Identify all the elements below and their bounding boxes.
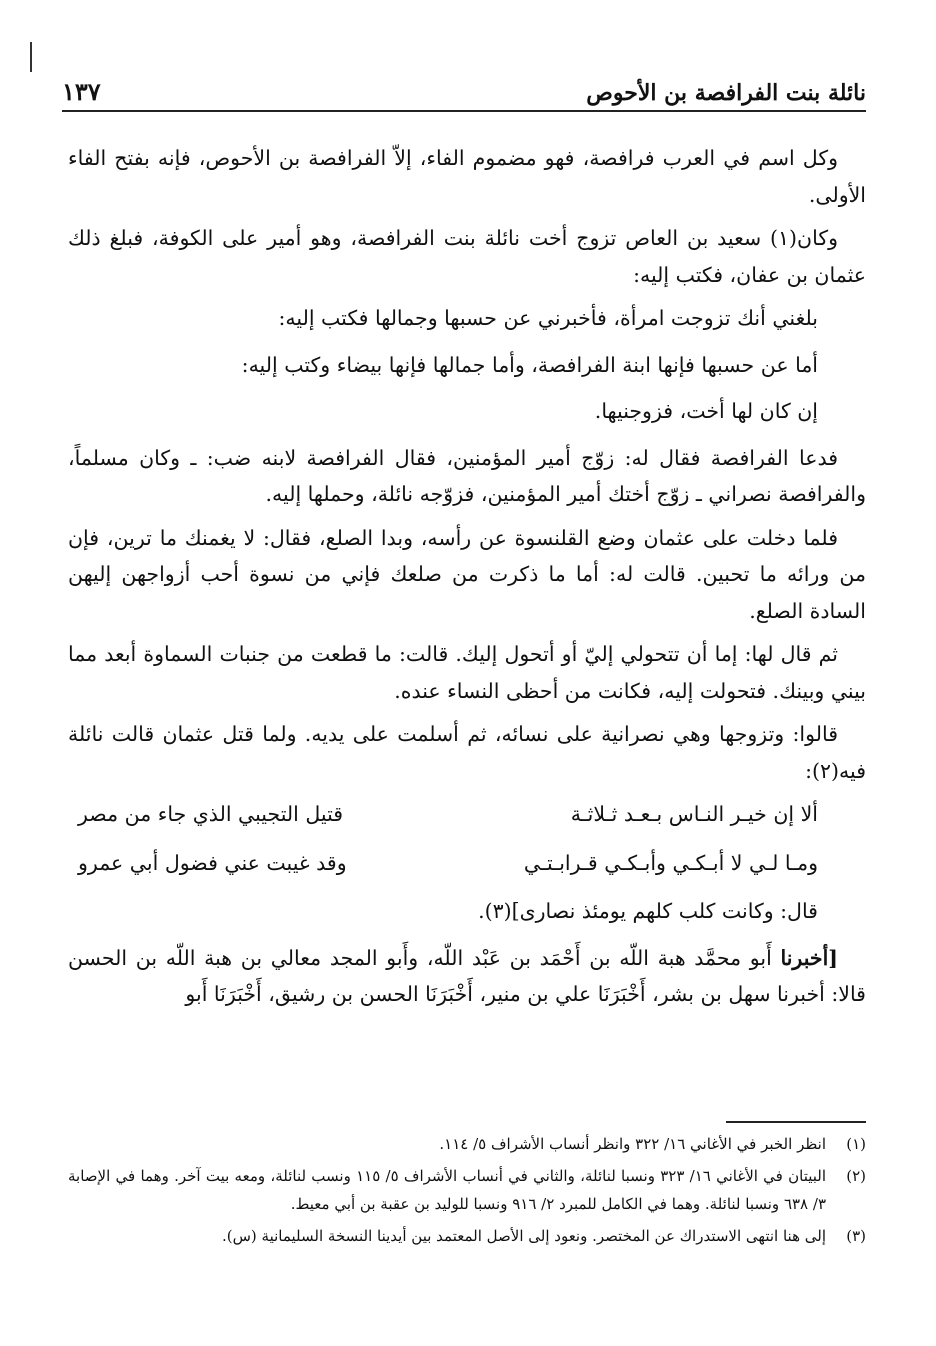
paragraph: وكل اسم في العرب فرافصة، فهو مضموم الفاء، إلاّ الفرافصة بن الأحوص، فإنه بفتح الفاء الأولى.: [68, 146, 866, 207]
isnad-text: أَبو محمَّد هبة اللّه بن أَحْمَد بن عَبْد اللّه، وأَبو المجد معالي بن هبة اللّه بن الحسن قالا: أخبرنا سهل بن بشر، أَخْبَرَنَا علي بن منير، أَخْبَرَنَا الحسن بن رشيق، أَخْبَرَنَا أَبو: [68, 945, 866, 1006]
isnad-paragraph: [68, 940, 866, 1013]
footnote-number: (١): [846, 1135, 866, 1153]
footnotes: [68, 1130, 866, 1254]
footnote-text: انظر الخبر في الأغاني ١٦/ ٣٢٢ وانظر أنساب الأشراف ٥/ ١١٤.: [439, 1135, 826, 1153]
paragraph: وكان(١) سعيد بن العاص تزوج أخت نائلة بنت الفرافصة، وهو أمير على الكوفة، فبلغ ذلك عثمان بن عفان، فكتب إليه:: [68, 226, 866, 287]
paragraph: ثم قال لها: إما أن تتحولي إليّ أو أتحول إليك. قالت: ما قطعت من جنبات السماوة أبعد مما بيني وبينك. فتحولت إليه، فكانت من أحظى النساء عنده.: [68, 642, 866, 703]
main-text: [68, 140, 866, 1020]
footnote: [68, 1162, 866, 1218]
running-title: نائلة بنت الفرافصة بن الأحوص: [586, 80, 866, 106]
paragraph: فدعا الفرافصة فقال له: زوّج أمير المؤمنين، فقال الفرافصة لابنه ضب: ـ وكان مسلماً، والفرافصة نصراني ـ زوّج أختك أمير المؤمنين، فزوّجه نائلة، وحملها إليه.: [68, 445, 866, 506]
poem-verse: [78, 845, 818, 882]
margin-mark: [30, 42, 32, 72]
footnote-divider: [726, 1121, 866, 1123]
letter-quote: بلغني أنك تزوجت امرأة، فأخبرني عن حسبها وجمالها فكتب إليه:: [278, 306, 818, 330]
verse-first-hemistich: ومـا لـي لا أبـكـي وأبـكـي قـرابـتـي: [523, 850, 818, 875]
letter-quote: أما عن حسبها فإنها ابنة الفرافصة، وأما جمالها فإنها بيضاء وكتب إليه:: [241, 352, 818, 377]
verse-second-hemistich: قتيل التجيبي الذي جاء من مصر: [78, 802, 344, 826]
isnad-bold-word: [أخبرنا: [780, 945, 838, 970]
page-number: ١٣٧: [62, 77, 101, 106]
footnote: [68, 1130, 866, 1158]
paragraph: فلما دخلت على عثمان وضع القلنسوة عن رأسه، وبدا الصلع، فقال: لا يغمنك ما ترين، فإن من ورائه ما تحبين. قالت له: أما ما ذكرت من صلعك فإني من نسوة أحب أزواجهن إليهن السادة الصلع.: [68, 525, 866, 623]
verse-second-hemistich: وقد غيبت عني فضول أبي عمرو: [78, 850, 347, 875]
poem-verse: [78, 796, 818, 833]
footnote: [68, 1222, 866, 1250]
page-header: [62, 66, 866, 112]
letter-quote: إن كان لها أخت، فزوجنيها.: [594, 399, 818, 423]
footnote-text: إلى هنا انتهى الاستدراك عن المختصر. ونعود إلى الأصل المعتمد بين أيدينا النسخة السليمانية (س).: [221, 1227, 826, 1245]
after-poem-line: قال: وكانت كلب كلهم يومئذ نصارى](٣).: [478, 899, 818, 923]
footnote-number: (٢): [846, 1167, 866, 1185]
footnote-number: (٣): [846, 1227, 866, 1245]
footnote-text: البيتان في الأغاني ١٦/ ٣٢٣ ونسبا لنائلة، والثاني في أنساب الأشراف ٥/ ١١٥ ونسب لنائلة، ومعه بيت آخر. وهما في الإصابة ٣/ ٦٣٨ ونسبا لنائلة. وهما في الكامل للمبرد ٢/ ٩١٦ ونسبا للوليد بن عقبة بن أبي معيط.: [68, 1167, 827, 1213]
paragraph: قالوا: وتزوجها وهي نصرانية على نسائه، ثم أسلمت على يديه. ولما قتل عثمان قالت نائلة فيه(٢):: [68, 722, 866, 783]
poem: [68, 796, 866, 881]
verse-first-hemistich: ألا إن خيـر النـاس بـعـد ثـلاثـة: [570, 802, 818, 826]
